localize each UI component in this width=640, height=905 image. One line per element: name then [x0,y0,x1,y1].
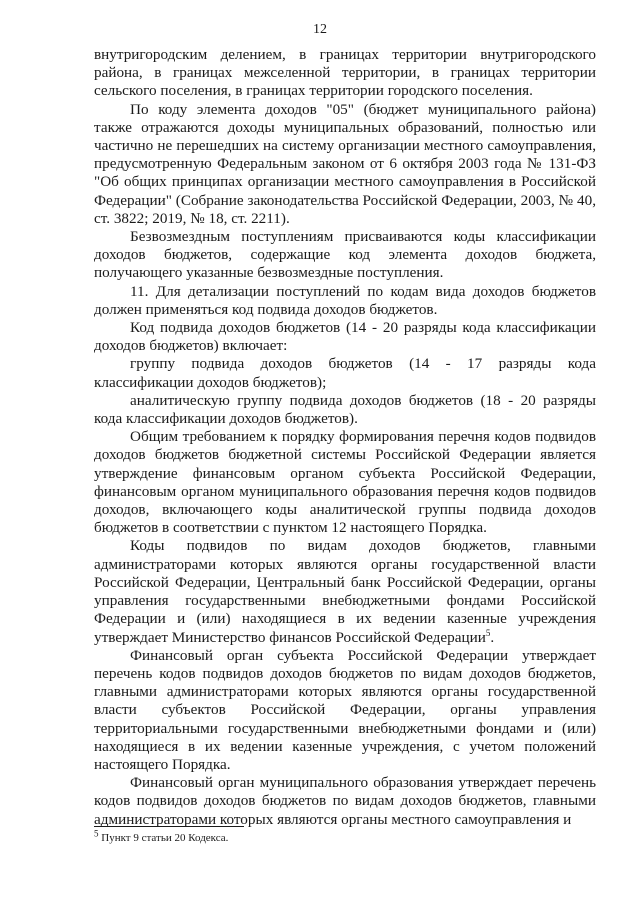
footnote-text: Пункт 9 статьи 20 Кодекса. [98,832,229,844]
paragraph: аналитическую группу подвида доходов бюджетов (18 - 20 разряды кода классификации доходов бюджетов). [94,391,596,428]
paragraph-end: . [490,628,495,646]
paragraph-with-footnote [94,537,596,646]
paragraph-text: Коды подвидов по видам доходов бюджетов, главными администраторами которых являются органы государственной власти Российской Федерации, Центральный банк Российской Федерации, органы управления государственными внебюджетными фондами Российской Федерации и (или) находящиеся в их ведении казенные учреждения утверждает Министерство финансов Российской Федерации [94,537,596,646]
footnote-separator [94,826,244,827]
paragraph: Безвозмездным поступлениям присваиваются коды классификации доходов бюджетов, содержащие код элемента доходов бюджета, получающего указанные безвозмездные поступления. [94,228,596,282]
paragraph: группу подвида доходов бюджетов (14 - 17 разряды кода классификации доходов бюджетов); [94,355,596,391]
document-body [94,46,596,829]
paragraph: внутригородским делением, в границах территории внутригородского района, в границах межселенной территории, в границах территории сельского поселения, в границах территории городского поселения. [94,46,596,100]
paragraph: Код подвида доходов бюджетов (14 - 20 разряды кода классификации доходов бюджетов) включает: [94,319,596,355]
footnote [94,828,596,845]
paragraph: 11. Для детализации поступлений по кодам вида доходов бюджетов должен применяться код подвида доходов бюджетов. [94,282,596,318]
paragraph: По коду элемента доходов "05" (бюджет муниципального района) также отражаются доходы муниципальных образований, полностью или частично не перешедших на систему организации местного самоуправления, предусмотренную Федеральным законом от 6 октября 2003 года № 131-ФЗ "Об общих принципах организации местного самоуправления в Российской Федерации" (Собрание законодательства Российской Федерации, 2003, № 40, ст. 3822; 2019, № 18, ст. 2211). [94,100,596,227]
paragraph: Финансовый орган муниципального образования утверждает перечень кодов подвидов доходов бюджетов по видам доходов бюджетов, главными администраторами которых являются органы местного самоуправления и [94,774,596,828]
footnote-reference: 5 [485,627,491,638]
paragraph: Общим требованием к порядку формирования перечня кодов подвидов доходов бюджетов бюджетной системы Российской Федерации является утверждение финансовым органом субъекта Российской Федерации, финансовым органом муниципального образования перечня кодов подвидов доходов, включающего коды аналитической группы подвида доходов бюджетов в соответствии с пунктом 12 настоящего Порядка. [94,428,596,537]
paragraph: Финансовый орган субъекта Российской Федерации утверждает перечень кодов подвидов доходов бюджетов по видам доходов бюджетов, главными администраторами которых являются органы государственной власти субъектов Российской Федерации, органы управления территориальными государственными внебюджетными фондами и (или) находящиеся в их ведении казенные учреждения, с учетом положений настоящего Порядка. [94,646,596,773]
footnote-number: 5 [94,828,99,839]
page-number: 12 [313,22,327,37]
